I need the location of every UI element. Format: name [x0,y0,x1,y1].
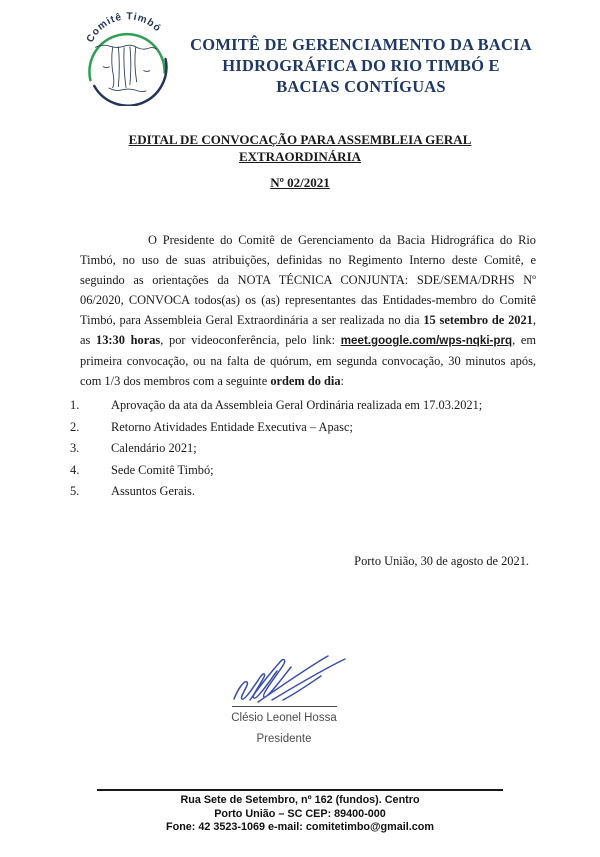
signer-name: Clésio Leonel Hossa [231,712,337,724]
org-title-line1: COMITÊ DE GERENCIAMENTO DA BACIA [190,35,532,54]
agenda-item [70,484,538,506]
agenda-item-text: Retorno Atividades Entidade Executiva – Apasc; [111,419,353,434]
agenda-item [70,398,538,420]
agenda-list [70,398,538,506]
edital-heading-line2: EXTRAORDINÁRIA [238,148,362,164]
agenda-item [70,420,538,442]
edital-heading [0,132,600,165]
convocation-paragraph [80,230,536,391]
agenda-item-text: Calendário 2021; [111,441,197,456]
agenda-item-text: Sede Comitê Timbó; [111,462,214,477]
agenda-item [70,463,538,485]
paragraph-text: , em primeira convocação, ou na falta de quórum, em segunda convocação, 30 minutos após, com 1/3 dos membros com a seguinte [80,333,537,388]
meeting-link[interactable]: meet.google.com/wps-nqki-prq [340,334,513,347]
footer-address-line: Rua Sete de Setembro, nº 162 (fundos). Centro [180,794,420,806]
logo-arc-text-holder [85,11,163,44]
agenda-item-text: Aprovação da ata da Assembleia Geral Ordinária realizada em 17.03.2021; [111,398,483,412]
logo-arc-text: Comitê Timbó [84,11,164,45]
paragraph-text: , por videoconferência, pelo link: [160,333,341,347]
footer [0,794,600,835]
org-title [163,34,559,97]
paragraph-text: : [340,374,344,388]
waterfall-icon [95,45,157,92]
footer-contact-line: Fone: 42 3523-1069 e-mail: comitetimbo@gmail.com [166,821,434,834]
agenda-item [70,441,538,463]
agenda-item-text: Assuntos Gerais. [111,484,195,499]
org-title-line2: HIDROGRÁFICA DO RIO TIMBÓ E [222,56,500,75]
signer-role: Presidente [256,733,312,745]
signature-line [232,706,337,707]
agenda-item-number: 3. [70,441,80,456]
footer-rule [97,789,503,791]
dateline: Porto União, 30 de agosto de 2021. [354,554,529,568]
edital-number: Nº 02/2021 [270,175,330,190]
agenda-item-number: 4. [70,462,80,477]
footer-city-line: Porto União – SC CEP: 89400-000 [214,807,386,820]
paragraph-text: O Presidente do Comitê de Gerenciamento da Bacia Hidrográfica do Rio Timbó, no uso de suas atribuições, definidas no Regimento Interno deste Comitê, e seguindo as orientações da NOTA TÉCNICA CONJUNTA: SDE/SEMA/DRHS Nº 06/2020, CONVOCA todos(as) os (as) representantes das Entidades-membro do Comitê Timbó, para Assembleia Geral Extraordinária a ser realizada no dia [80,233,536,327]
edital-heading-line1: EDITAL DE CONVOCAÇÃO PARA ASSEMBLEIA GERAL [128,132,472,147]
paragraph-text: 13:30 horas [96,333,161,347]
agenda-item-number: 2. [70,419,80,434]
paragraph-text: 15 setembro de 2021 [423,313,533,327]
logo-green-arc [89,34,164,80]
signature-scribble [228,652,352,706]
agenda-item-number: 5. [70,484,80,499]
org-title-line3: BACIAS CONTÍGUAS [276,77,446,96]
agenda-item-number: 1. [70,398,80,412]
paragraph-text: , as [80,313,536,347]
paragraph-text: ordem do dia [270,374,341,388]
